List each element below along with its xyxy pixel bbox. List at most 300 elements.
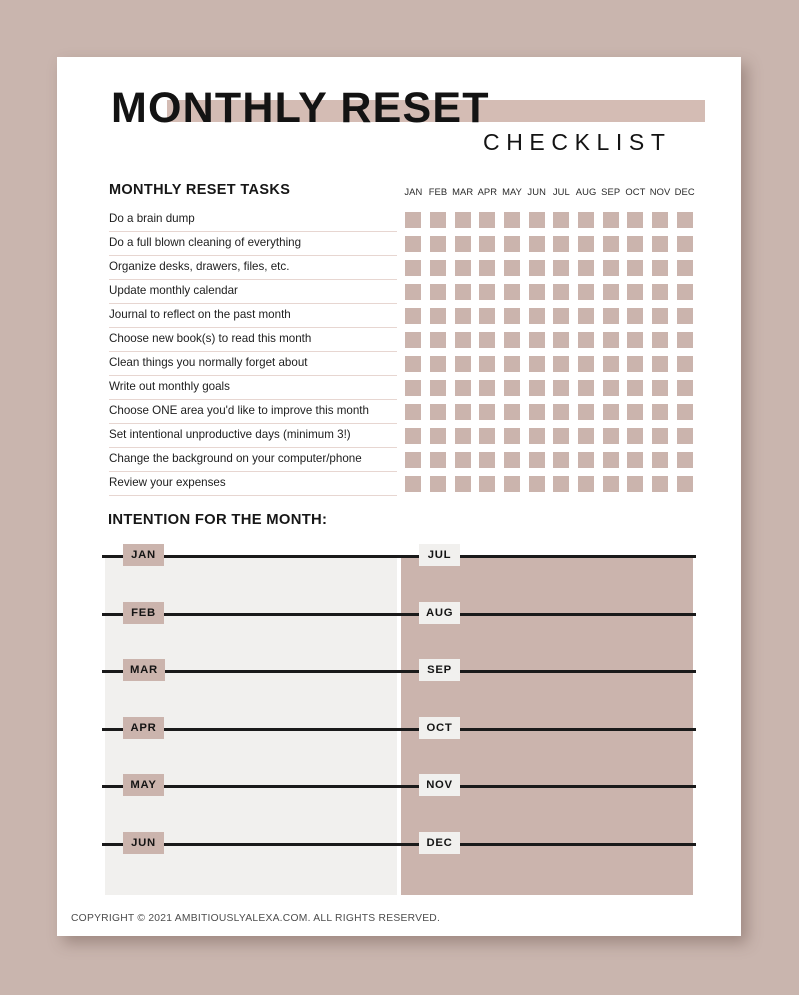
checkbox-feb-task-5[interactable] xyxy=(430,308,446,324)
checkbox-cell xyxy=(524,308,549,324)
checkbox-mar-task-6[interactable] xyxy=(455,332,471,348)
checkbox-may-task-5[interactable] xyxy=(504,308,520,324)
checkbox-sep-task-4[interactable] xyxy=(603,284,619,300)
checkbox-aug-task-3[interactable] xyxy=(578,260,594,276)
checkbox-sep-task-10[interactable] xyxy=(603,428,619,444)
checkbox-feb-task-7[interactable] xyxy=(430,356,446,372)
checkbox-cell xyxy=(450,260,475,276)
checkbox-cell xyxy=(648,284,673,300)
masthead xyxy=(57,57,741,165)
checkbox-cell xyxy=(450,476,475,492)
checkbox-cell xyxy=(648,380,673,396)
checkbox-cell xyxy=(549,260,574,276)
checkbox-cell xyxy=(648,452,673,468)
checkbox-cell xyxy=(475,452,500,468)
checkbox-row xyxy=(401,256,697,280)
checkbox-may-task-11[interactable] xyxy=(504,452,520,468)
checkbox-cell xyxy=(623,212,648,228)
checkbox-nov-task-4[interactable] xyxy=(652,284,668,300)
checkbox-sep-task-6[interactable] xyxy=(603,332,619,348)
checkbox-cell xyxy=(401,476,426,492)
checkbox-jun-task-9[interactable] xyxy=(529,404,545,420)
checkbox-dec-task-2[interactable] xyxy=(677,236,693,252)
checkbox-may-task-3[interactable] xyxy=(504,260,520,276)
task-row: Journal to reflect on the past month xyxy=(109,304,397,328)
checkbox-cell xyxy=(475,332,500,348)
checkbox-jun-task-12[interactable] xyxy=(529,476,545,492)
checkbox-cell xyxy=(598,236,623,252)
checkbox-jun-task-3[interactable] xyxy=(529,260,545,276)
checkbox-dec-task-3[interactable] xyxy=(677,260,693,276)
checkbox-cell xyxy=(401,212,426,228)
checkbox-aug-task-12[interactable] xyxy=(578,476,594,492)
task-row: Change the background on your computer/phone xyxy=(109,448,397,472)
checkbox-jun-task-10[interactable] xyxy=(529,428,545,444)
checkbox-dec-task-4[interactable] xyxy=(677,284,693,300)
checkbox-cell xyxy=(648,236,673,252)
checkbox-apr-task-2[interactable] xyxy=(479,236,495,252)
checkbox-oct-task-4[interactable] xyxy=(627,284,643,300)
checkbox-cell xyxy=(450,284,475,300)
month-header-nov: NOV xyxy=(649,186,671,197)
checkbox-cell xyxy=(672,332,697,348)
checkbox-cell xyxy=(500,308,525,324)
checkbox-cell xyxy=(574,308,599,324)
checkbox-cell xyxy=(500,356,525,372)
checkbox-cell xyxy=(426,428,451,444)
checkbox-mar-task-1[interactable] xyxy=(455,212,471,228)
checkbox-cell xyxy=(475,236,500,252)
checkbox-jul-task-2[interactable] xyxy=(553,236,569,252)
checkbox-cell xyxy=(500,380,525,396)
checkbox-cell xyxy=(401,260,426,276)
checkbox-cell xyxy=(549,332,574,348)
checkbox-row xyxy=(401,448,697,472)
checkbox-aug-task-11[interactable] xyxy=(578,452,594,468)
checkbox-cell xyxy=(623,308,648,324)
checkbox-jun-task-1[interactable] xyxy=(529,212,545,228)
checkbox-cell xyxy=(623,260,648,276)
checkbox-sep-task-3[interactable] xyxy=(603,260,619,276)
task-row: Clean things you normally forget about xyxy=(109,352,397,376)
intention-panel-second-half xyxy=(401,549,693,895)
checkbox-cell xyxy=(672,428,697,444)
checkbox-sep-task-11[interactable] xyxy=(603,452,619,468)
checkbox-may-task-1[interactable] xyxy=(504,212,520,228)
checkbox-cell xyxy=(500,404,525,420)
checkbox-oct-task-6[interactable] xyxy=(627,332,643,348)
checkbox-nov-task-6[interactable] xyxy=(652,332,668,348)
checkbox-aug-task-4[interactable] xyxy=(578,284,594,300)
checkbox-cell xyxy=(574,476,599,492)
checkbox-cell xyxy=(401,452,426,468)
checkbox-row xyxy=(401,304,697,328)
checkbox-cell xyxy=(672,380,697,396)
checkbox-row xyxy=(401,208,697,232)
checkbox-cell xyxy=(549,380,574,396)
checkbox-cell xyxy=(672,476,697,492)
checkbox-cell xyxy=(450,452,475,468)
checkbox-cell xyxy=(500,428,525,444)
checkbox-cell xyxy=(672,212,697,228)
checkbox-jul-task-5[interactable] xyxy=(553,308,569,324)
checkbox-cell xyxy=(672,308,697,324)
checkbox-cell xyxy=(623,332,648,348)
month-header-feb: FEB xyxy=(428,186,448,197)
checkbox-dec-task-11[interactable] xyxy=(677,452,693,468)
checkbox-apr-task-6[interactable] xyxy=(479,332,495,348)
checkbox-oct-task-3[interactable] xyxy=(627,260,643,276)
checkbox-jul-task-9[interactable] xyxy=(553,404,569,420)
checkbox-grid xyxy=(401,208,697,496)
checkbox-cell xyxy=(500,284,525,300)
checkbox-aug-task-5[interactable] xyxy=(578,308,594,324)
checkbox-oct-task-10[interactable] xyxy=(627,428,643,444)
checkbox-mar-task-8[interactable] xyxy=(455,380,471,396)
checkbox-cell xyxy=(598,428,623,444)
checkbox-apr-task-11[interactable] xyxy=(479,452,495,468)
checkbox-cell xyxy=(524,428,549,444)
checkbox-cell xyxy=(524,212,549,228)
checkbox-cell xyxy=(549,404,574,420)
month-tag-feb: FEB xyxy=(123,602,164,624)
checkbox-cell xyxy=(426,236,451,252)
checkbox-nov-task-9[interactable] xyxy=(652,404,668,420)
checkbox-feb-task-8[interactable] xyxy=(430,380,446,396)
checkbox-jan-task-3[interactable] xyxy=(405,260,421,276)
checkbox-cell xyxy=(648,260,673,276)
checkbox-cell xyxy=(524,332,549,348)
checkbox-cell xyxy=(426,308,451,324)
checkbox-cell xyxy=(623,356,648,372)
checkbox-dec-task-5[interactable] xyxy=(677,308,693,324)
checkbox-nov-task-2[interactable] xyxy=(652,236,668,252)
checkbox-cell xyxy=(426,212,451,228)
checkbox-may-task-12[interactable] xyxy=(504,476,520,492)
checkbox-jan-task-10[interactable] xyxy=(405,428,421,444)
checkbox-dec-task-12[interactable] xyxy=(677,476,693,492)
checkbox-nov-task-8[interactable] xyxy=(652,380,668,396)
checkbox-cell xyxy=(574,212,599,228)
checkbox-nov-task-5[interactable] xyxy=(652,308,668,324)
printable-sheet xyxy=(57,57,741,936)
month-header-jun: JUN xyxy=(527,186,546,197)
checkbox-cell xyxy=(450,380,475,396)
checkbox-cell xyxy=(426,380,451,396)
tasks-heading: MONTHLY RESET TASKS xyxy=(109,182,291,198)
checkbox-jan-task-8[interactable] xyxy=(405,380,421,396)
checkbox-cell xyxy=(450,356,475,372)
checkbox-apr-task-8[interactable] xyxy=(479,380,495,396)
checkbox-dec-task-9[interactable] xyxy=(677,404,693,420)
checkbox-mar-task-7[interactable] xyxy=(455,356,471,372)
checkbox-jul-task-10[interactable] xyxy=(553,428,569,444)
checkbox-dec-task-8[interactable] xyxy=(677,380,693,396)
checkbox-cell xyxy=(648,332,673,348)
checkbox-feb-task-10[interactable] xyxy=(430,428,446,444)
checkbox-cell xyxy=(672,404,697,420)
checkbox-cell xyxy=(574,452,599,468)
month-tag-may: MAY xyxy=(123,774,164,796)
checkbox-apr-task-9[interactable] xyxy=(479,404,495,420)
checkbox-cell xyxy=(475,428,500,444)
checkbox-cell xyxy=(450,236,475,252)
checkbox-cell xyxy=(500,476,525,492)
checkbox-apr-task-1[interactable] xyxy=(479,212,495,228)
checkbox-jun-task-4[interactable] xyxy=(529,284,545,300)
page-subtitle: CHECKLIST xyxy=(483,129,672,155)
checkbox-feb-task-12[interactable] xyxy=(430,476,446,492)
checkbox-may-task-7[interactable] xyxy=(504,356,520,372)
checkbox-cell xyxy=(401,308,426,324)
checkbox-nov-task-3[interactable] xyxy=(652,260,668,276)
checkbox-cell xyxy=(426,452,451,468)
checkbox-cell xyxy=(475,284,500,300)
checkbox-feb-task-3[interactable] xyxy=(430,260,446,276)
checkbox-mar-task-11[interactable] xyxy=(455,452,471,468)
checkbox-apr-task-5[interactable] xyxy=(479,308,495,324)
checkbox-jul-task-7[interactable] xyxy=(553,356,569,372)
intention-heading: INTENTION FOR THE MONTH: xyxy=(108,512,328,528)
checkbox-aug-task-1[interactable] xyxy=(578,212,594,228)
checkbox-cell xyxy=(524,380,549,396)
checkbox-dec-task-7[interactable] xyxy=(677,356,693,372)
checkbox-cell xyxy=(598,260,623,276)
checkbox-jan-task-12[interactable] xyxy=(405,476,421,492)
checkbox-dec-task-1[interactable] xyxy=(677,212,693,228)
checkbox-feb-task-1[interactable] xyxy=(430,212,446,228)
checkbox-cell xyxy=(598,284,623,300)
checkbox-cell xyxy=(524,404,549,420)
checkbox-cell xyxy=(623,476,648,492)
checkbox-cell xyxy=(475,380,500,396)
checkbox-mar-task-10[interactable] xyxy=(455,428,471,444)
checkbox-may-task-2[interactable] xyxy=(504,236,520,252)
checkbox-sep-task-1[interactable] xyxy=(603,212,619,228)
task-row: Choose ONE area you'd like to improve this month xyxy=(109,400,397,424)
checkbox-cell xyxy=(623,428,648,444)
checkbox-cell xyxy=(549,212,574,228)
checkbox-cell xyxy=(426,284,451,300)
checkbox-cell xyxy=(549,284,574,300)
checkbox-jan-task-6[interactable] xyxy=(405,332,421,348)
checkbox-sep-task-2[interactable] xyxy=(603,236,619,252)
checkbox-cell xyxy=(549,236,574,252)
task-row: Update monthly calendar xyxy=(109,280,397,304)
task-list xyxy=(109,208,397,496)
checkbox-may-task-9[interactable] xyxy=(504,404,520,420)
checkbox-oct-task-9[interactable] xyxy=(627,404,643,420)
intention-panel-first-half xyxy=(105,549,397,895)
checkbox-apr-task-3[interactable] xyxy=(479,260,495,276)
checkbox-jan-task-4[interactable] xyxy=(405,284,421,300)
checkbox-jan-task-1[interactable] xyxy=(405,212,421,228)
checkbox-oct-task-8[interactable] xyxy=(627,380,643,396)
checkbox-jun-task-6[interactable] xyxy=(529,332,545,348)
checkbox-jul-task-1[interactable] xyxy=(553,212,569,228)
checkbox-cell xyxy=(426,332,451,348)
copyright-footer: COPYRIGHT © 2021 AMBITIOUSLYALEXA.COM. ALL RIGHTS RESERVED. xyxy=(71,913,441,924)
checkbox-may-task-4[interactable] xyxy=(504,284,520,300)
checkbox-row xyxy=(401,328,697,352)
checkbox-jun-task-5[interactable] xyxy=(529,308,545,324)
checkbox-jul-task-4[interactable] xyxy=(553,284,569,300)
checkbox-may-task-10[interactable] xyxy=(504,428,520,444)
intention-panels xyxy=(105,549,693,895)
checkbox-cell xyxy=(426,356,451,372)
checkbox-nov-task-7[interactable] xyxy=(652,356,668,372)
checkbox-jul-task-3[interactable] xyxy=(553,260,569,276)
checkbox-cell xyxy=(524,452,549,468)
checkbox-cell xyxy=(475,356,500,372)
checkbox-cell xyxy=(401,356,426,372)
checkbox-mar-task-4[interactable] xyxy=(455,284,471,300)
checkbox-row xyxy=(401,424,697,448)
checkbox-cell xyxy=(574,380,599,396)
checkbox-cell xyxy=(672,452,697,468)
checkbox-cell xyxy=(450,308,475,324)
checkbox-mar-task-5[interactable] xyxy=(455,308,471,324)
month-header-jul: JUL xyxy=(552,186,570,197)
checkbox-cell xyxy=(648,404,673,420)
checkbox-cell xyxy=(524,260,549,276)
task-row: Choose new book(s) to read this month xyxy=(109,328,397,352)
checkbox-cell xyxy=(672,284,697,300)
checkbox-cell xyxy=(500,332,525,348)
checkbox-may-task-6[interactable] xyxy=(504,332,520,348)
month-header-apr: APR xyxy=(477,186,498,197)
checkbox-aug-task-6[interactable] xyxy=(578,332,594,348)
checkbox-cell xyxy=(401,284,426,300)
checkbox-jun-task-7[interactable] xyxy=(529,356,545,372)
month-header-oct: OCT xyxy=(625,186,646,197)
checkbox-oct-task-11[interactable] xyxy=(627,452,643,468)
checkbox-row xyxy=(401,376,697,400)
checkbox-cell xyxy=(450,332,475,348)
checkbox-row xyxy=(401,472,697,496)
checkbox-feb-task-4[interactable] xyxy=(430,284,446,300)
checkbox-cell xyxy=(500,452,525,468)
checkbox-cell xyxy=(549,308,574,324)
checkbox-cell xyxy=(475,212,500,228)
checkbox-row xyxy=(401,280,697,304)
checkbox-feb-task-2[interactable] xyxy=(430,236,446,252)
checkbox-nov-task-1[interactable] xyxy=(652,212,668,228)
checkbox-oct-task-1[interactable] xyxy=(627,212,643,228)
checkbox-aug-task-2[interactable] xyxy=(578,236,594,252)
checkbox-apr-task-10[interactable] xyxy=(479,428,495,444)
month-tag-aug: AUG xyxy=(419,602,460,624)
checkbox-nov-task-10[interactable] xyxy=(652,428,668,444)
checkbox-sep-task-8[interactable] xyxy=(603,380,619,396)
page-title: MONTHLY RESET xyxy=(111,84,490,132)
checkbox-aug-task-10[interactable] xyxy=(578,428,594,444)
checkbox-cell xyxy=(549,428,574,444)
checkbox-mar-task-3[interactable] xyxy=(455,260,471,276)
checkbox-row xyxy=(401,232,697,256)
checkbox-jul-task-11[interactable] xyxy=(553,452,569,468)
month-tag-mar: MAR xyxy=(123,659,165,681)
checkbox-feb-task-6[interactable] xyxy=(430,332,446,348)
checkbox-dec-task-10[interactable] xyxy=(677,428,693,444)
checkbox-nov-task-11[interactable] xyxy=(652,452,668,468)
checkbox-sep-task-12[interactable] xyxy=(603,476,619,492)
checkbox-cell xyxy=(549,476,574,492)
checkbox-jun-task-11[interactable] xyxy=(529,452,545,468)
checkbox-mar-task-9[interactable] xyxy=(455,404,471,420)
task-row: Review your expenses xyxy=(109,472,397,496)
checkbox-row xyxy=(401,352,697,376)
checkbox-cell xyxy=(648,428,673,444)
checkbox-oct-task-5[interactable] xyxy=(627,308,643,324)
checkbox-cell xyxy=(401,332,426,348)
checkbox-jan-task-5[interactable] xyxy=(405,308,421,324)
checkbox-jun-task-8[interactable] xyxy=(529,380,545,396)
checkbox-aug-task-9[interactable] xyxy=(578,404,594,420)
checkbox-aug-task-8[interactable] xyxy=(578,380,594,396)
checkbox-cell xyxy=(450,404,475,420)
checkbox-nov-task-12[interactable] xyxy=(652,476,668,492)
checkbox-jun-task-2[interactable] xyxy=(529,236,545,252)
checkbox-cell xyxy=(672,356,697,372)
checkbox-sep-task-7[interactable] xyxy=(603,356,619,372)
checkbox-jan-task-2[interactable] xyxy=(405,236,421,252)
checkbox-jan-task-9[interactable] xyxy=(405,404,421,420)
month-tag-jan: JAN xyxy=(123,544,164,566)
checkbox-cell xyxy=(401,404,426,420)
checkbox-cell xyxy=(623,380,648,396)
checkbox-oct-task-7[interactable] xyxy=(627,356,643,372)
checkbox-jul-task-6[interactable] xyxy=(553,332,569,348)
month-header-aug: AUG xyxy=(575,186,597,197)
checkbox-cell xyxy=(524,236,549,252)
checkbox-cell xyxy=(598,212,623,228)
checkbox-mar-task-2[interactable] xyxy=(455,236,471,252)
checkbox-jul-task-8[interactable] xyxy=(553,380,569,396)
checkbox-jan-task-7[interactable] xyxy=(405,356,421,372)
checkbox-feb-task-9[interactable] xyxy=(430,404,446,420)
checkbox-sep-task-5[interactable] xyxy=(603,308,619,324)
checkbox-jan-task-11[interactable] xyxy=(405,452,421,468)
checkbox-cell xyxy=(574,284,599,300)
checkbox-cell xyxy=(648,476,673,492)
checkbox-cell xyxy=(475,260,500,276)
checkbox-oct-task-2[interactable] xyxy=(627,236,643,252)
checkbox-apr-task-7[interactable] xyxy=(479,356,495,372)
checkbox-sep-task-9[interactable] xyxy=(603,404,619,420)
checkbox-may-task-8[interactable] xyxy=(504,380,520,396)
checkbox-cell xyxy=(475,308,500,324)
checkbox-cell xyxy=(475,404,500,420)
checkbox-oct-task-12[interactable] xyxy=(627,476,643,492)
checkbox-cell xyxy=(426,476,451,492)
month-tag-oct: OCT xyxy=(419,717,460,739)
checkbox-cell xyxy=(623,452,648,468)
checkbox-cell xyxy=(623,236,648,252)
task-row: Do a brain dump xyxy=(109,208,397,232)
checkbox-apr-task-4[interactable] xyxy=(479,284,495,300)
checkbox-jul-task-12[interactable] xyxy=(553,476,569,492)
checkbox-aug-task-7[interactable] xyxy=(578,356,594,372)
checkbox-feb-task-11[interactable] xyxy=(430,452,446,468)
month-header-mar: MAR xyxy=(452,186,474,197)
checkbox-cell xyxy=(524,284,549,300)
checkbox-mar-task-12[interactable] xyxy=(455,476,471,492)
checkbox-cell xyxy=(672,260,697,276)
checkbox-dec-task-6[interactable] xyxy=(677,332,693,348)
checkbox-apr-task-12[interactable] xyxy=(479,476,495,492)
checkbox-cell xyxy=(401,380,426,396)
